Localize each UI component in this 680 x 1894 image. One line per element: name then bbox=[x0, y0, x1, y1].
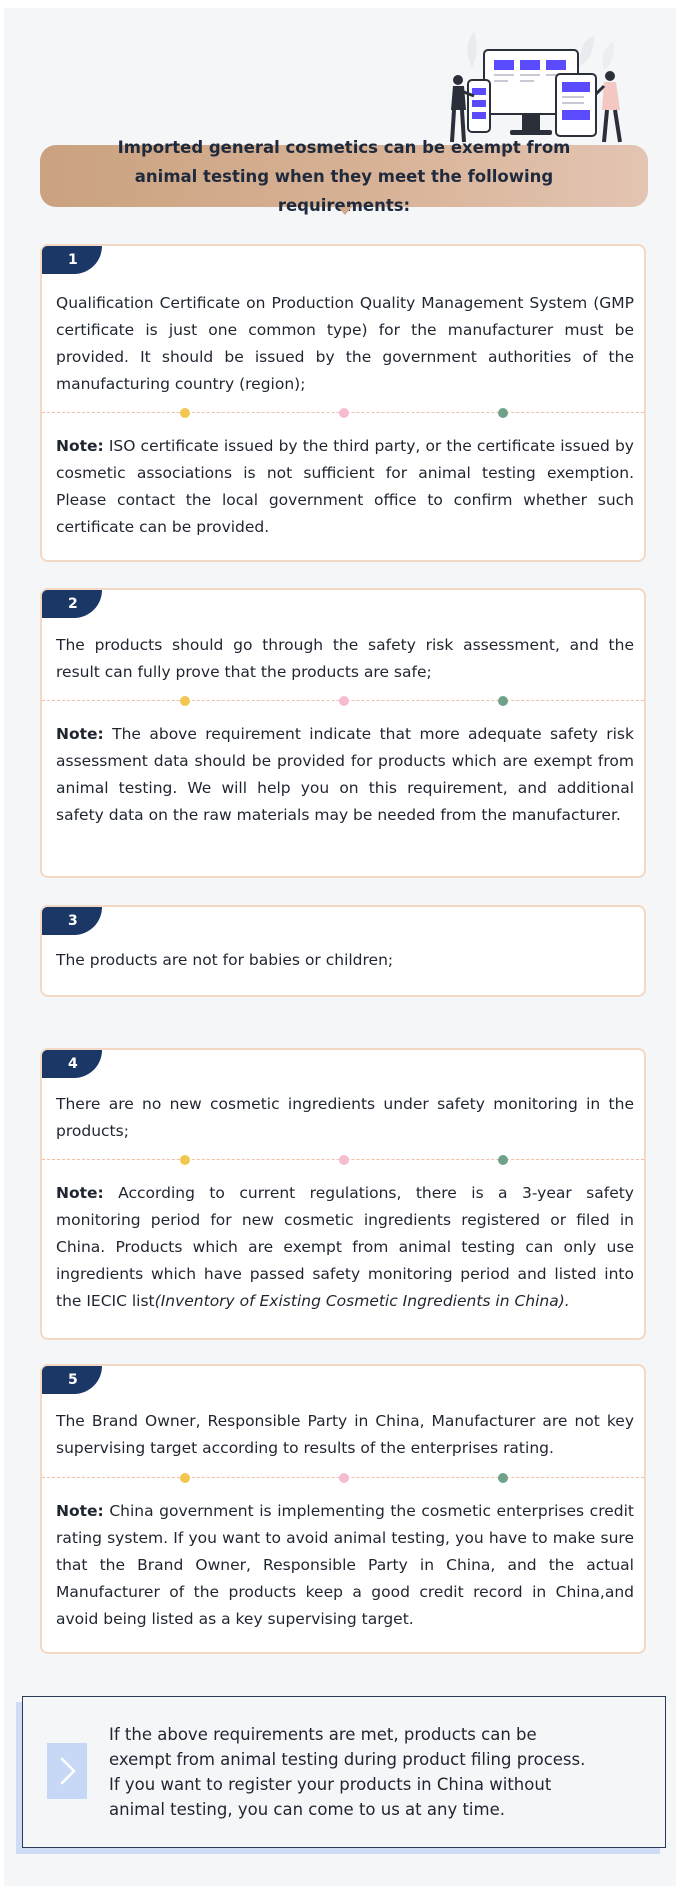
header-banner bbox=[40, 137, 648, 215]
requirement-text: Qualification Certificate on Production Quality Management System (GMP certificate is just one common type) for the manufacturer must be provided. It should be issued by the government authorities of the manufacturing country (region); bbox=[56, 294, 634, 393]
yellow-dot bbox=[180, 408, 190, 418]
requirement-card-1 bbox=[40, 244, 646, 562]
dotted-divider bbox=[42, 407, 644, 419]
note-text: The above requirement indicate that more adequate safety risk assessment data should be provided for products which are exempt from animal testing. We will help you on this requirement, and additional safety data on the raw materials may be needed from the manufacturer. bbox=[56, 725, 634, 824]
note-text: According to current regulations, there is a 3-year safety monitoring period for new cosmetic ingredients registered or filed in China. Products which are exempt from animal testing can only use ingredients which have passed safety monitoring period and listed into the IECIC list bbox=[56, 1184, 634, 1310]
note-label: Note: bbox=[56, 725, 104, 743]
conclusion-box bbox=[22, 1696, 666, 1848]
note-text: China government is implementing the cosmetic enterprises credit rating system. If you want to avoid animal testing, you have to make sure that the Brand Owner, Responsible Party in China, and the actual Manufacturer of the products keep a good credit record in China,and avoid being listed as a key supervising target. bbox=[56, 1502, 634, 1628]
conclusion-line-3: If you want to register your products in China without bbox=[109, 1775, 552, 1794]
requirement-number: 3 bbox=[42, 907, 102, 935]
conclusion-line-2: exempt from animal testing during product filing process. bbox=[109, 1750, 586, 1769]
pink-dot bbox=[339, 1155, 349, 1165]
yellow-dot bbox=[180, 1473, 190, 1483]
dotted-divider bbox=[42, 1154, 644, 1166]
conclusion-line-4: animal testing, you can come to us at any time. bbox=[109, 1800, 505, 1819]
pink-dot bbox=[339, 696, 349, 706]
requirement-number: 4 bbox=[42, 1050, 102, 1078]
page bbox=[4, 8, 676, 1886]
requirement-number: 1 bbox=[42, 246, 102, 274]
requirement-note bbox=[56, 1498, 634, 1633]
note-label: Note: bbox=[56, 1184, 104, 1202]
dotted-divider bbox=[42, 695, 644, 707]
conclusion-line-1: If the above requirements are met, products can be bbox=[109, 1725, 537, 1744]
requirement-text: The products should go through the safety risk assessment, and the result can fully prove that the products are safe; bbox=[56, 636, 634, 681]
dotted-divider bbox=[42, 1472, 644, 1484]
green-dot bbox=[498, 696, 508, 706]
conclusion-text bbox=[109, 1722, 629, 1822]
requirement-text: There are no new cosmetic ingredients under safety monitoring in the products; bbox=[56, 1095, 634, 1140]
requirement-text: The Brand Owner, Responsible Party in China, Manufacturer are not key supervising target according to results of the enterprises rating. bbox=[56, 1412, 634, 1457]
requirement-card-3 bbox=[40, 905, 646, 997]
green-dot bbox=[498, 1473, 508, 1483]
requirement-note bbox=[56, 1180, 634, 1315]
note-label: Note: bbox=[56, 437, 104, 455]
requirement-card-4 bbox=[40, 1048, 646, 1340]
requirement-number: 2 bbox=[42, 590, 102, 618]
requirement-note bbox=[56, 721, 634, 829]
green-dot bbox=[498, 1155, 508, 1165]
note-label: Note: bbox=[56, 1502, 104, 1520]
page-title: Imported general cosmetics can be exempt from animal testing when they meet the following requirements: bbox=[117, 137, 571, 215]
yellow-dot bbox=[180, 696, 190, 706]
requirement-card-5 bbox=[40, 1364, 646, 1654]
chevron-right-icon bbox=[47, 1743, 87, 1799]
note-text: ISO certificate issued by the third party, or the certificate issued by cosmetic associations is not sufficient for animal testing exemption. Please contact the local government office to confirm whether such certificate can be provided. bbox=[56, 437, 634, 536]
note-italic-text: (Inventory of Existing Cosmetic Ingredients in China). bbox=[154, 1292, 570, 1310]
requirement-number: 5 bbox=[42, 1366, 102, 1394]
requirement-note bbox=[56, 433, 634, 541]
green-dot bbox=[498, 408, 508, 418]
chevron-box bbox=[47, 1743, 87, 1799]
banner-pointer bbox=[338, 207, 352, 215]
yellow-dot bbox=[180, 1155, 190, 1165]
requirement-text: The products are not for babies or children; bbox=[56, 951, 394, 969]
pink-dot bbox=[339, 1473, 349, 1483]
people-with-devices-illustration bbox=[444, 30, 634, 148]
requirement-card-2 bbox=[40, 588, 646, 878]
pink-dot bbox=[339, 408, 349, 418]
